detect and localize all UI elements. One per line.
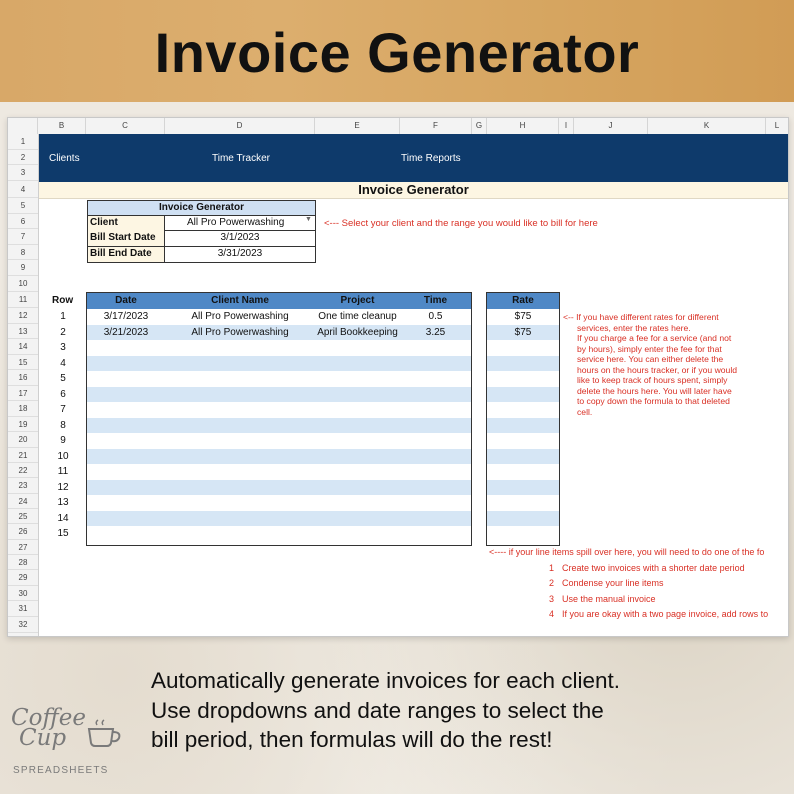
row-header[interactable]: 1 xyxy=(8,134,38,150)
coffee-cup-logo xyxy=(11,705,131,785)
row-header[interactable]: 16 xyxy=(8,370,38,386)
corner-cell[interactable] xyxy=(8,118,38,134)
table-header xyxy=(87,293,471,309)
table-row[interactable] xyxy=(87,371,471,387)
row-header[interactable]: 31 xyxy=(8,601,38,617)
end-date-field[interactable]: 3/31/2023 xyxy=(217,248,263,259)
spreadsheet xyxy=(7,117,789,637)
table-row[interactable] xyxy=(87,464,471,480)
rate-note-line: like to keep track of hours spent, simply xyxy=(577,375,728,385)
nav-link-time-reports[interactable]: Time Reports xyxy=(401,153,461,164)
row-header[interactable]: 13 xyxy=(8,324,38,339)
rate-row[interactable] xyxy=(487,371,559,387)
cell-client[interactable]: All Pro Powerwashing xyxy=(191,311,289,322)
table-row[interactable] xyxy=(87,387,471,403)
row-number: 13 xyxy=(57,497,69,508)
client-row xyxy=(88,216,315,231)
rate-row[interactable] xyxy=(487,309,559,325)
row-number: 1 xyxy=(60,311,66,322)
row-header[interactable]: 7 xyxy=(8,229,38,245)
row-header[interactable]: 25 xyxy=(8,509,38,524)
row-header[interactable]: 5 xyxy=(8,198,38,214)
column-header[interactable]: J xyxy=(574,118,648,134)
cell-time[interactable]: 3.25 xyxy=(425,326,446,338)
row-number: 6 xyxy=(60,388,66,400)
cell-date[interactable]: 3/21/2023 xyxy=(103,326,149,338)
row-header[interactable]: 18 xyxy=(8,401,38,417)
table-row[interactable] xyxy=(87,356,471,372)
column-header[interactable]: F xyxy=(400,118,472,134)
sheet-title-bar xyxy=(39,182,788,199)
rate-row[interactable] xyxy=(487,449,559,465)
option-number: 1 xyxy=(549,563,555,573)
banner xyxy=(0,0,794,102)
column-header[interactable]: G xyxy=(472,118,487,134)
row-number: 2 xyxy=(60,326,66,338)
row-header[interactable]: 27 xyxy=(8,540,38,555)
end-date-label: Bill End Date xyxy=(90,248,152,259)
table-row[interactable] xyxy=(87,526,471,542)
client-dropdown[interactable]: All Pro Powerwashing xyxy=(187,217,285,228)
row-number: 9 xyxy=(60,435,66,446)
logo-word-cup: Cup xyxy=(19,725,67,751)
column-header[interactable]: I xyxy=(559,118,574,134)
column-header[interactable]: L xyxy=(774,121,780,130)
start-date-field[interactable]: 3/1/2023 xyxy=(220,232,260,243)
form-header-text: Invoice Generator xyxy=(158,202,245,213)
coffee-cup-icon xyxy=(85,719,125,749)
table-row[interactable] xyxy=(87,433,471,449)
rate-row[interactable] xyxy=(487,511,559,527)
rate-row[interactable] xyxy=(487,480,559,496)
option-number: 4 xyxy=(549,608,555,619)
row-header[interactable]: 8 xyxy=(8,245,38,260)
column-header[interactable]: E xyxy=(315,118,400,134)
row-number: 4 xyxy=(60,357,66,369)
table-row[interactable] xyxy=(87,402,471,418)
sheet-title: Invoice Generator xyxy=(358,182,469,197)
chevron-down-icon[interactable]: ▼ xyxy=(305,216,312,223)
option-text: Use the manual invoice xyxy=(562,593,656,604)
table-row[interactable] xyxy=(87,418,471,434)
row-number: 10 xyxy=(57,450,69,462)
header-client-name: Client Name xyxy=(211,295,269,306)
caption-line-2: Use dropdowns and date ranges to select the xyxy=(151,697,604,723)
header-date: Date xyxy=(115,295,137,306)
row-header[interactable]: 30 xyxy=(8,586,38,601)
caption-line-1: Automatically generate invoices for each client. xyxy=(151,668,620,693)
caption-line-3: bill period, then formulas will do the rest! xyxy=(151,727,553,752)
row-header[interactable]: 11 xyxy=(8,292,38,308)
row-header[interactable]: 6 xyxy=(8,214,38,229)
marketing-caption xyxy=(151,666,711,755)
rate-row[interactable] xyxy=(487,526,559,542)
rate-row[interactable] xyxy=(487,433,559,449)
form-header xyxy=(88,201,315,216)
header-time: Time xyxy=(423,295,448,306)
row-column-header: Row xyxy=(52,295,74,306)
cell-rate[interactable]: $75 xyxy=(514,326,532,338)
rate-header xyxy=(487,293,559,309)
cell-client[interactable]: All Pro Powerwashing xyxy=(191,326,289,338)
row-header[interactable]: 14 xyxy=(8,339,38,355)
option-number: 2 xyxy=(549,578,555,589)
rate-row[interactable] xyxy=(487,402,559,418)
rate-note-line: hours on the hours tracker, or if you would xyxy=(577,364,738,375)
row-header[interactable]: 32 xyxy=(8,617,38,633)
option-number: 3 xyxy=(549,593,555,604)
table-row[interactable] xyxy=(87,511,471,527)
rate-note-line: by hours), simply enter the fee for that xyxy=(577,343,722,354)
row-number: 14 xyxy=(57,512,69,524)
cell-project[interactable]: One time cleanup xyxy=(318,311,397,322)
row-header[interactable]: 10 xyxy=(8,276,38,292)
header-rate: Rate xyxy=(512,295,534,306)
row-header[interactable]: 28 xyxy=(8,555,38,570)
row-header[interactable]: 24 xyxy=(8,494,38,509)
rate-note-line: to copy down the formula to that deleted xyxy=(577,396,730,406)
cell-date[interactable]: 3/17/2023 xyxy=(103,311,149,322)
rate-note-line: If you charge a fee for a service (and not xyxy=(577,333,732,343)
rate-note-line: cell. xyxy=(577,406,593,417)
nav-link-time-tracker[interactable]: Time Tracker xyxy=(212,153,270,164)
invoice-form xyxy=(87,200,316,263)
row-header[interactable]: 26 xyxy=(8,524,38,540)
nav-bar xyxy=(39,134,788,182)
rate-row[interactable] xyxy=(487,418,559,434)
logo-tagline: SPREADSHEETS xyxy=(13,765,109,776)
option-text: Condense your line items xyxy=(562,578,664,589)
row-header[interactable]: 17 xyxy=(8,386,38,401)
row-header[interactable]: 3 xyxy=(8,165,38,181)
table-row[interactable] xyxy=(87,325,471,341)
client-label: Client xyxy=(90,217,118,228)
row-number: 12 xyxy=(57,481,69,493)
line-items-table xyxy=(86,292,472,546)
row-header[interactable]: 21 xyxy=(8,448,38,463)
row-number: 11 xyxy=(57,466,69,477)
row-number: 3 xyxy=(60,342,66,353)
row-header[interactable]: 23 xyxy=(8,478,38,494)
cell-rate[interactable]: $75 xyxy=(514,311,532,322)
logo-word-coffee: Coffee xyxy=(11,705,86,731)
option-text: If you are okay with a two page invoice, add rows to xyxy=(562,608,769,619)
client-hint: <--- Select your client and the range you would like to bill for here xyxy=(324,218,598,229)
row-header[interactable]: 4 xyxy=(8,181,38,198)
table-row[interactable] xyxy=(87,309,471,325)
row-header-bar xyxy=(8,134,39,636)
rate-note-line: delete the hours here. You will later have xyxy=(577,385,732,396)
column-header-bar xyxy=(8,118,788,135)
cell-time[interactable]: 0.5 xyxy=(428,311,443,322)
row-header[interactable]: 15 xyxy=(8,355,38,370)
rate-row[interactable] xyxy=(487,340,559,356)
rate-table xyxy=(486,292,560,546)
table-row[interactable] xyxy=(87,340,471,356)
column-header[interactable]: H xyxy=(487,118,559,134)
column-header[interactable]: K xyxy=(648,118,766,134)
column-header[interactable]: D xyxy=(165,118,315,134)
rate-row[interactable] xyxy=(487,387,559,403)
start-date-row xyxy=(88,231,315,247)
spill-note: <---- if your line items spill over here, you will need to do one of the fo xyxy=(489,547,765,557)
table-row[interactable] xyxy=(87,495,471,511)
rate-note-line: <-- If you have different rates for different xyxy=(563,312,719,322)
nav-link-clients[interactable]: Clients xyxy=(49,153,80,164)
rate-row[interactable] xyxy=(487,495,559,511)
banner-title: Invoice Generator xyxy=(154,21,640,84)
row-header[interactable]: 22 xyxy=(8,463,38,478)
row-header[interactable]: 19 xyxy=(8,417,38,432)
rate-row[interactable] xyxy=(487,356,559,372)
rate-note-line: services, enter the rates here. xyxy=(577,322,691,333)
row-header[interactable]: 9 xyxy=(8,260,38,276)
table-row[interactable] xyxy=(87,480,471,496)
rate-row[interactable] xyxy=(487,325,559,341)
row-header[interactable]: 20 xyxy=(8,432,38,448)
row-number: 15 xyxy=(57,528,69,539)
row-number: 5 xyxy=(60,373,66,384)
rate-row[interactable] xyxy=(487,464,559,480)
column-header[interactable]: B xyxy=(38,118,86,134)
end-date-row xyxy=(88,247,315,262)
option-text: Create two invoices with a shorter date period xyxy=(562,563,745,573)
cell-project[interactable]: April Bookkeeping xyxy=(317,326,398,338)
column-header[interactable]: C xyxy=(86,118,165,134)
table-row[interactable] xyxy=(87,449,471,465)
row-header[interactable]: 12 xyxy=(8,308,38,324)
start-date-label: Bill Start Date xyxy=(90,232,156,243)
row-number: 8 xyxy=(60,419,66,431)
row-header[interactable]: 2 xyxy=(8,150,38,165)
header-project: Project xyxy=(340,295,375,306)
row-header[interactable]: 29 xyxy=(8,570,38,586)
rate-note-line: service here. You can either delete the xyxy=(577,354,724,364)
row-number: 7 xyxy=(60,404,66,415)
